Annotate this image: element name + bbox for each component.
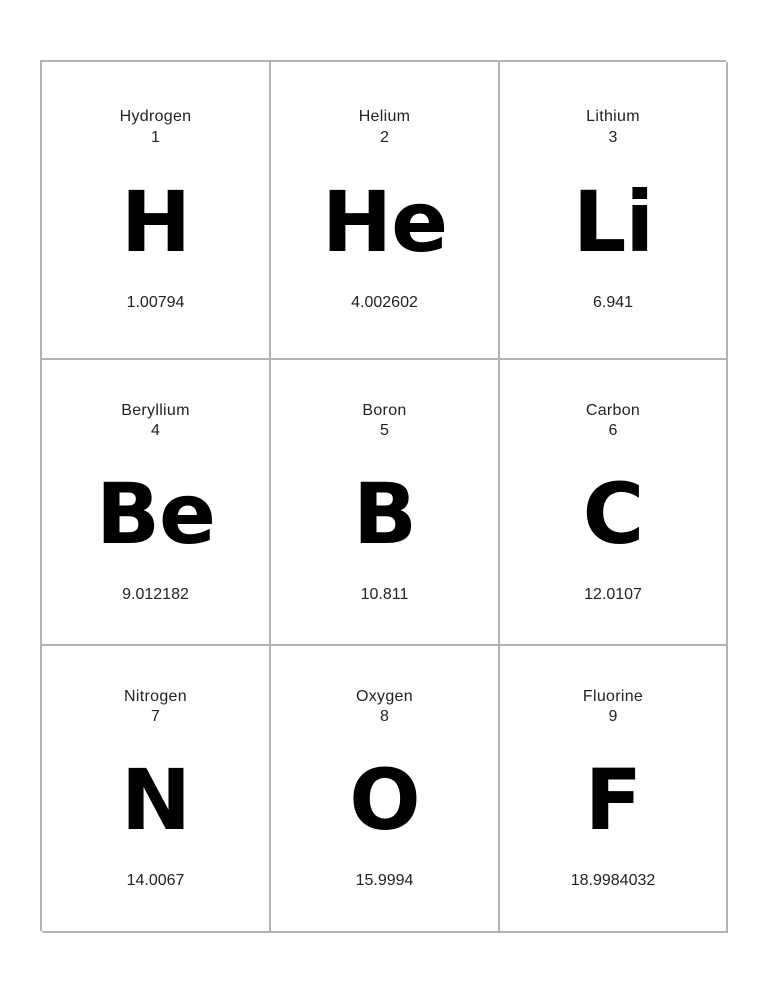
atomic-number: 3	[608, 129, 618, 146]
element-symbol: Li	[572, 173, 654, 271]
element-symbol: B	[352, 465, 417, 563]
atomic-mass: 9.012182	[122, 586, 189, 603]
element-card-lithium	[500, 62, 728, 360]
element-name: Carbon	[585, 402, 641, 419]
element-name: Helium	[358, 108, 411, 125]
atomic-number: 7	[151, 708, 160, 725]
element-name: Hydrogen	[119, 108, 192, 125]
element-symbol: H	[120, 173, 191, 271]
element-name: Oxygen	[356, 688, 413, 705]
element-symbol: F	[584, 751, 642, 849]
element-card-nitrogen	[42, 646, 271, 933]
element-card-fluorine	[500, 646, 728, 933]
atomic-number: 6	[608, 422, 618, 439]
atomic-mass: 14.0067	[126, 872, 185, 889]
element-name: Nitrogen	[124, 688, 187, 705]
atomic-number: 4	[151, 422, 160, 439]
element-name: Lithium	[586, 108, 640, 125]
atomic-mass: 1.00794	[126, 294, 185, 311]
element-card-carbon	[500, 360, 728, 646]
element-name: Boron	[362, 402, 407, 419]
element-card-grid	[40, 60, 726, 931]
element-symbol: C	[582, 465, 644, 563]
atomic-mass: 12.0107	[584, 586, 642, 603]
atomic-mass: 10.811	[360, 586, 409, 603]
atomic-mass: 15.9994	[355, 872, 414, 889]
atomic-number: 8	[380, 708, 389, 725]
element-card-hydrogen	[42, 62, 271, 360]
element-card-oxygen	[271, 646, 500, 933]
element-symbol: O	[349, 751, 420, 849]
element-card-boron	[271, 360, 500, 646]
element-name: Beryllium	[121, 402, 190, 419]
atomic-mass: 4.002602	[351, 294, 418, 311]
element-symbol: He	[321, 173, 448, 271]
atomic-mass: 6.941	[592, 294, 634, 311]
element-card-helium	[271, 62, 500, 360]
atomic-number: 1	[151, 129, 160, 146]
atomic-number: 9	[608, 708, 618, 725]
atomic-number: 5	[380, 422, 389, 439]
atomic-number: 2	[380, 129, 389, 146]
atomic-mass: 18.9984032	[570, 872, 656, 889]
element-card-beryllium	[42, 360, 271, 646]
element-symbol: N	[120, 751, 191, 849]
element-name: Fluorine	[582, 688, 644, 705]
element-symbol: Be	[96, 465, 215, 563]
